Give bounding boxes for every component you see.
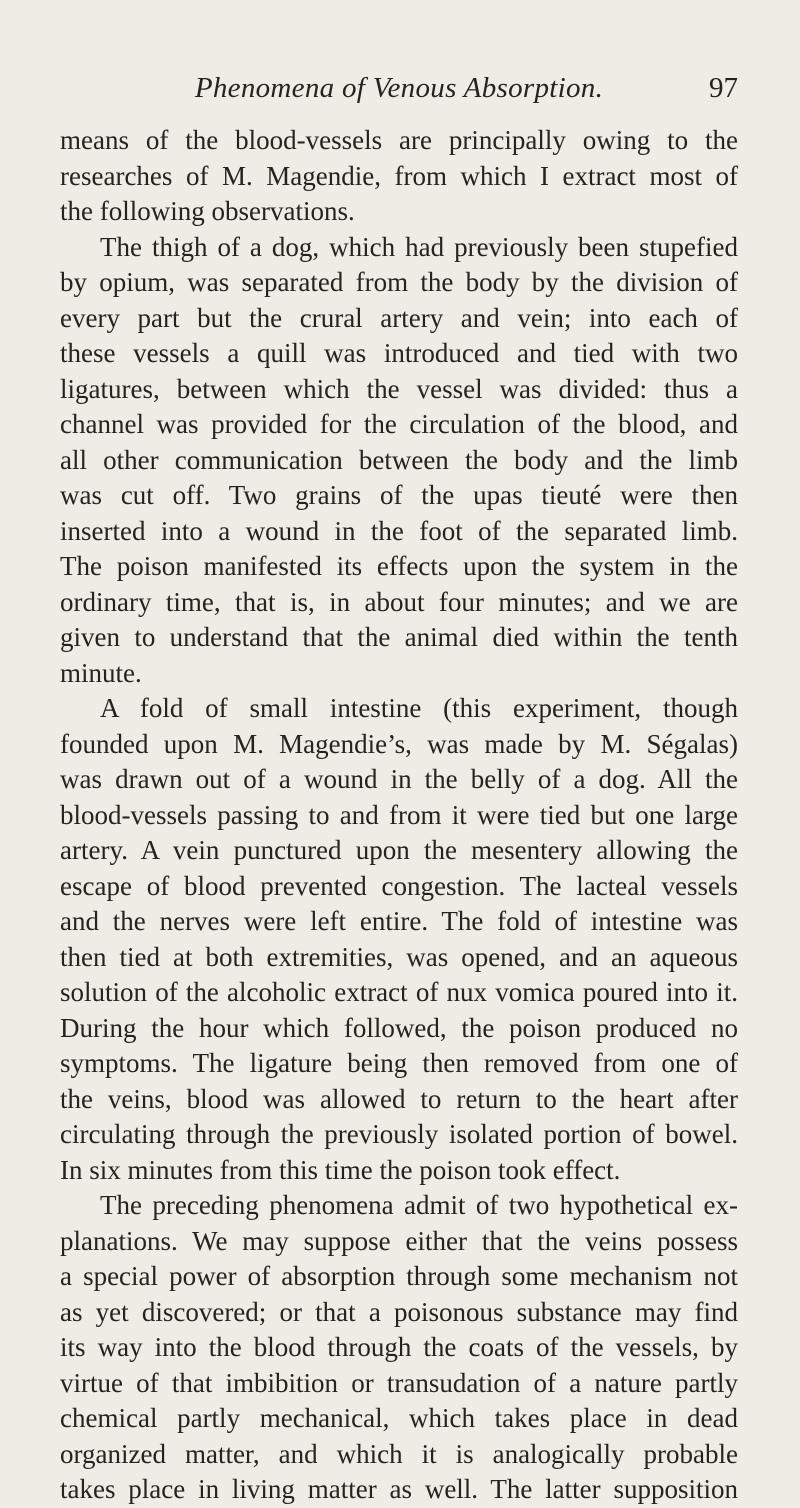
text-line: During the hour which followed, the poison produced no bbox=[60, 1012, 738, 1043]
text-line: planations. We may suppose either that the veins possess bbox=[60, 1225, 738, 1256]
text-line: the following observations. bbox=[60, 196, 355, 226]
text-line: In six minutes from this time the poison took effect. bbox=[60, 1154, 621, 1185]
text-line: symptoms. The ligature being then removed from one of bbox=[60, 1048, 738, 1078]
running-title: Phenomena of Venous Absorption. bbox=[194, 72, 604, 104]
page-header bbox=[60, 72, 738, 112]
text-line: its way into the blood through the coats of the vessels, by bbox=[60, 1332, 738, 1362]
text-line: and the nerves were left entire. The fold of intestine was bbox=[60, 906, 738, 936]
paragraph bbox=[60, 691, 738, 1188]
text-line: solution of the alcoholic extract of nux vomica poured into it. bbox=[60, 977, 738, 1007]
body-text bbox=[60, 123, 738, 1508]
paragraph bbox=[60, 230, 738, 692]
text-line: researches of M. Magendie, from which I extract most of bbox=[60, 160, 738, 191]
text-line: was drawn out of a wound in the belly of a dog. All the bbox=[60, 764, 738, 794]
text-line: organized matter, and which it is analogically probable bbox=[60, 1438, 738, 1469]
text-line: given to understand that the animal died within the tenth bbox=[60, 622, 738, 652]
text-line: escape of blood prevented congestion. The lacteal vessels bbox=[60, 870, 738, 901]
text-line: channel was provided for the circulation of the blood, and bbox=[60, 409, 738, 439]
text-line: minute. bbox=[60, 657, 142, 688]
text-line: chemical partly mechanical, which takes place in dead bbox=[60, 1403, 738, 1433]
text-line: The thigh of a dog, which had previously been stupefied bbox=[100, 231, 738, 262]
text-line: ligatures, between which the vessel was divided: thus a bbox=[60, 373, 738, 404]
text-line: every part but the crural artery and vein; into each of bbox=[60, 302, 738, 333]
text-line: by opium, was separated from the body by the division of bbox=[60, 267, 738, 297]
page-number: 97 bbox=[709, 72, 738, 104]
text-line: the veins, blood was allowed to return to the heart after bbox=[60, 1083, 738, 1114]
text-line: all other communication between the body and the limb bbox=[60, 444, 738, 475]
text-line: The poison manifested its effects upon the system in the bbox=[60, 551, 738, 581]
text-line: takes place in living matter as well. The latter supposition bbox=[60, 1474, 738, 1504]
text-line: as yet discovered; or that a poisonous substance may find bbox=[60, 1296, 738, 1327]
text-line: artery. A vein punctured upon the mesentery allowing the bbox=[60, 835, 738, 865]
text-line: ordinary time, that is, in about four minutes; and we are bbox=[60, 586, 738, 617]
paragraph bbox=[60, 123, 738, 230]
text-line: founded upon M. Magendie’s, was made by M. Ségalas) bbox=[60, 728, 738, 759]
text-line: then tied at both extremities, was opened, and an aqueous bbox=[60, 941, 738, 972]
text-line: means of the blood-vessels are principally owing to the bbox=[60, 125, 738, 155]
text-line: A fold of small intestine (this experiment, though bbox=[100, 693, 738, 723]
text-line: circulating through the previously isolated portion of bowel. bbox=[60, 1119, 738, 1149]
text-line: virtue of that imbibition or transudation of a nature partly bbox=[60, 1367, 738, 1398]
text-line: The preceding phenomena admit of two hypothetical ex- bbox=[100, 1190, 738, 1220]
paragraph bbox=[60, 1188, 738, 1508]
text-line: a special power of absorption through some mechanism not bbox=[60, 1261, 738, 1291]
text-line: inserted into a wound in the foot of the separated limb. bbox=[60, 515, 738, 546]
text-line: was cut off. Two grains of the upas tieuté were then bbox=[60, 480, 738, 510]
text-line: these vessels a quill was introduced and tied with two bbox=[60, 338, 738, 368]
text-line: blood-vessels passing to and from it were tied but one large bbox=[60, 799, 738, 830]
